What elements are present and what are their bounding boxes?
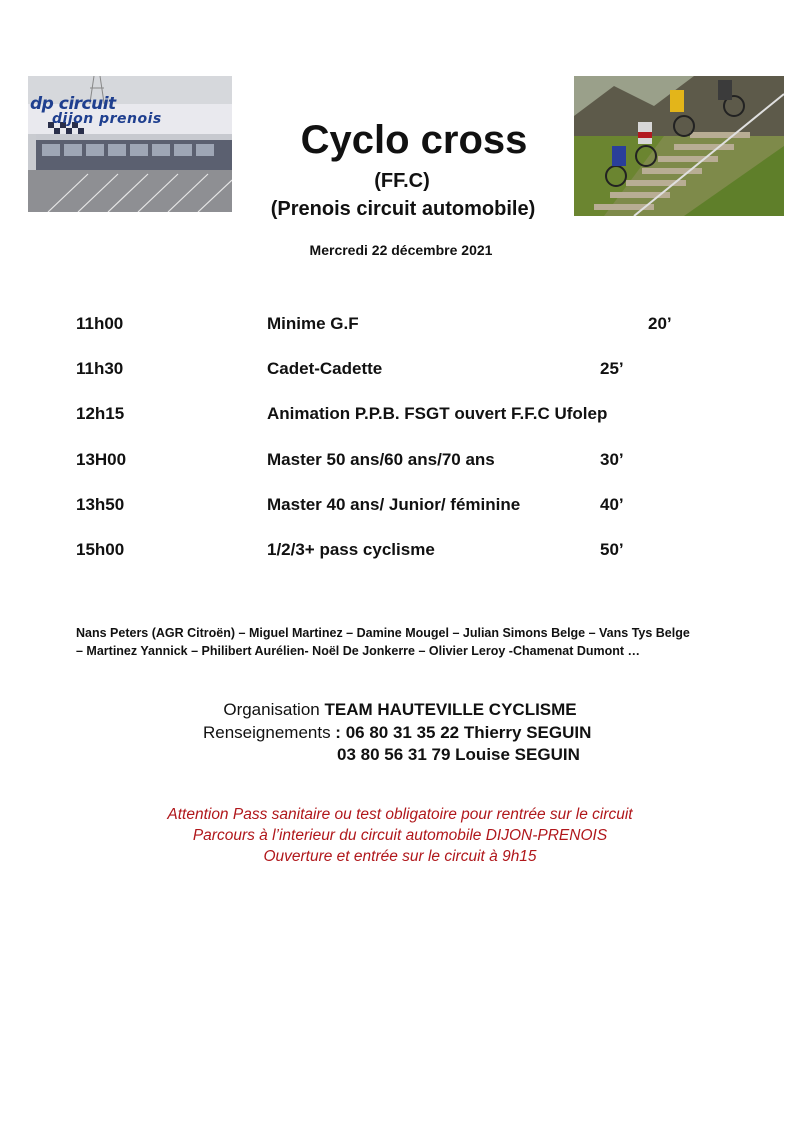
schedule-time: 11h30 [76,359,124,378]
schedule-event: Master 40 ans/ Junior/ féminine [267,495,521,514]
schedule-event: Minime G.F [267,314,359,333]
schedule-duration: 30’ [600,450,624,469]
riders-line-2: – Martinez Yannick – Philibert Aurélien- Noël De Jonkerre – Olivier Leroy -Chamenat Dumont … [76,644,641,658]
contact-1: 06 80 31 35 22 Thierry SEGUIN [340,723,592,742]
organisation-name: TEAM HAUTEVILLE CYCLISME [324,700,577,719]
contact-2: 03 80 56 31 79 Louise SEGUIN [337,745,580,764]
notice-parcours: Parcours à l’interieur du circuit automobile DIJON-PRENOIS [192,827,608,844]
schedule-time: 12h15 [76,404,125,423]
venue-label: (Prenois circuit automobile) [270,198,536,220]
organisation-line [0,700,800,720]
schedule-event: Animation P.P.B. FSGT ouvert F.F.C Ufolep [267,404,608,423]
logo-line-2: dijon prenois [52,111,162,127]
schedule-time: 13h50 [76,495,125,514]
info-separator: : [330,723,341,742]
schedule-event: Cadet-Cadette [267,359,383,378]
info-label: Renseignements [203,723,331,742]
schedule-time: 15h00 [76,540,125,559]
federation-label: (FF.C) [374,170,430,192]
schedule-event: Master 50 ans/60 ans/70 ans [267,450,495,469]
riders-list [76,624,756,660]
schedule-event: 1/2/3+ pass cyclisme [267,540,435,559]
schedule-duration: 40’ [600,495,624,514]
riders-line-1: Nans Peters (AGR Citroën) – Miguel Martinez – Damine Mougel – Julian Simons Belge – Vans Tys Belge [76,626,690,640]
info-line [203,723,591,743]
notice-ouverture: Ouverture et entrée sur le circuit à 9h15 [263,848,537,865]
page-title: Cyclo cross [300,118,528,162]
notice-pass-sanitaire: Attention Pass sanitaire ou test obligatoire pour rentrée sur le circuit [167,806,633,823]
schedule-duration: 25’ [600,359,624,378]
logo-line-1: dp circuit [30,94,116,114]
organisation-label: Organisation [223,700,320,719]
schedule-duration: 20’ [648,314,672,333]
schedule-time: 11h00 [76,314,124,333]
schedule-duration: 50’ [600,540,624,559]
schedule-time: 13H00 [76,450,127,469]
event-date: Mercredi 22 décembre 2021 [309,242,493,258]
